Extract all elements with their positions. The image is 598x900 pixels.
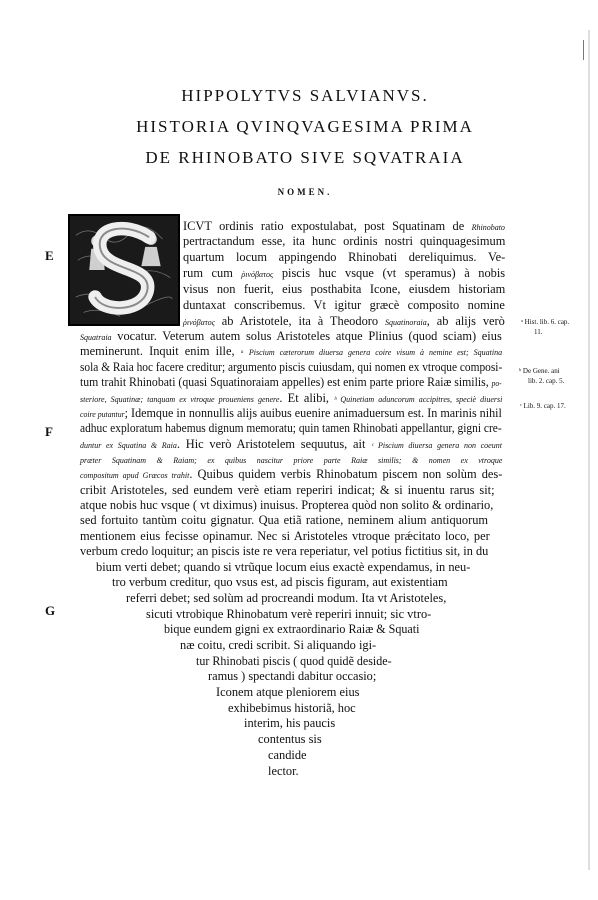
text-segment: ICVT ordinis ratio expostulabat, post Squatinam de — [183, 219, 472, 233]
text-segment: rum cum — [183, 266, 242, 280]
text-line — [80, 544, 488, 558]
chapter-subtitle: DE RHINOBATO SIVE SQVATRAIA — [145, 148, 465, 167]
text-segment: adhuc exploratum habemus dignum memoratu; quin tamen Rhinobati appellantur, gigni cre- — [80, 421, 502, 435]
text-segment: sicuti vtrobique Rhinobatum verè reperiri innuit; sic vtro- — [146, 607, 432, 621]
margin-note-c: ᶜ Lib. 9. cap. 17. — [520, 402, 566, 410]
text-segment: cribit Aristoteles, sed eundem verè etiam reperiri indicat; & si inuentu rarus sit; — [80, 483, 495, 497]
text-line — [80, 452, 502, 468]
text-segment: ; Idemque in nonnullis alijs auibus euenire animaduersum est. In marinis nihil — [124, 406, 502, 420]
text-line — [80, 344, 502, 360]
text-line — [80, 329, 502, 345]
text-segment: piscis huc vsque (vt speramus) à nobis — [273, 266, 506, 280]
running-head: HIPPOLYTVS SALVIANVS. — [181, 86, 429, 105]
italic-citation: ᵃ Piscium cæterorum diuersa genera coire visum à nemine est; Squatina — [240, 348, 503, 357]
italic-citation: Squatinoraia — [384, 318, 427, 327]
text-line — [183, 282, 505, 296]
text-segment: . Et alibi, — [279, 391, 335, 405]
text-segment: . Quibus quidem verbis Rhinobatum piscem non solùm des- — [189, 467, 503, 481]
text-line — [268, 748, 307, 762]
italic-citation: præter Squatinam & Raiam; ex quibus nascitur priore parte Raiæ similis; & nomen ex vtroque — [80, 456, 503, 465]
text-segment: mentionem eius fecisse opinamur. Nec si Aristoteles vtroque prǽcitato loco, per — [80, 529, 490, 543]
italic-citation: coire putantur — [80, 410, 125, 419]
text-line — [258, 732, 322, 746]
margin-note-a: ᵃ Hist. lib. 6. cap. — [521, 318, 570, 326]
margin-letter-f: F — [45, 424, 53, 439]
text-line — [80, 498, 493, 512]
text-line — [80, 483, 495, 497]
text-segment: exhibebimus historiã, hoc — [228, 701, 356, 715]
text-line — [80, 529, 490, 543]
text-line — [80, 437, 502, 453]
text-segment: contentus sis — [258, 732, 322, 746]
woodcut-initial-icon — [70, 216, 178, 324]
text-segment: Iconem atque pleniorem eius — [216, 685, 360, 699]
text-line — [126, 591, 446, 605]
text-segment: sed fortuito tantùm coitu gignatur. Qua etiã ratione, neminem alium antiquorum — [80, 513, 489, 527]
text-line — [180, 638, 376, 652]
italic-citation: compositum apud Græcos trahit — [80, 471, 190, 480]
section-heading: NOMEN. — [277, 187, 333, 197]
text-line — [183, 250, 505, 264]
text-segment: , ab alijs verò — [426, 314, 505, 328]
text-line — [183, 298, 505, 312]
text-line — [183, 234, 505, 248]
text-line — [183, 219, 505, 235]
text-segment: sola & Raia hoc facere creditur; argumento piscis cuiusdam, qui nomen ex vtroque composi- — [80, 360, 503, 374]
text-line — [268, 764, 299, 778]
text-line — [80, 513, 488, 527]
text-segment: duntaxat conscribemus. Vt igitur græcè composito nomine — [183, 298, 505, 312]
text-line — [96, 560, 470, 574]
text-line — [216, 685, 359, 699]
text-segment: bium verti debet; quando si vtrũque locum eius exactè expendamus, in neu- — [96, 560, 471, 574]
text-line — [80, 406, 502, 422]
text-line — [244, 716, 335, 730]
margin-letter-e: E — [45, 248, 54, 263]
text-segment: candide — [268, 748, 307, 762]
text-segment: bique eundem gigni ex extraordinario Raiæ & Squati — [164, 622, 420, 636]
italic-citation: Squatraia — [80, 333, 112, 342]
text-line — [80, 467, 502, 483]
italic-citation: steriore, Squatinæ; tanquam ex vtroque proueniens genere — [80, 395, 280, 404]
text-segment: lector. — [268, 764, 299, 778]
decorated-initial-s — [68, 214, 180, 326]
margin-note-a-cont: 11. — [534, 328, 543, 336]
page-edge-mark — [583, 40, 584, 60]
text-segment: næ coitu, credi scribit. Si aliquando igi- — [180, 638, 377, 652]
text-segment: atque nobis huc vsque ( vt diximus) inuisus. Propterea quòd non solito & ordinario, — [80, 498, 494, 512]
italic-citation: Rhinobato — [471, 223, 505, 232]
text-segment: tum trahit Rhinobati (quasi Squatinoraiam appelles) est enim parte priore Raiæ similis, — [80, 375, 492, 389]
italic-citation: ᵇ Quinetiam aduncorum accipitres, speciè diuersi — [334, 395, 503, 404]
text-segment: referri debet; sed solùm ad procreandi modum. Ita vt Aristoteles, — [126, 591, 447, 605]
text-segment: meminerunt. Inquit enim ille, — [80, 344, 241, 358]
italic-citation: po- — [491, 379, 502, 388]
text-line — [164, 622, 419, 636]
chapter-title: HISTORIA QVINQVAGESIMA PRIMA — [136, 117, 474, 136]
text-line — [80, 375, 502, 391]
text-segment: . Hic verò Aristotelem sequutus, ait — [176, 437, 372, 451]
text-segment: tro verbum creditur, quo vsus est, ad piscis figuram, aut existentiam — [112, 575, 448, 589]
text-line — [146, 607, 431, 621]
text-segment: visus non fuerit, eius posthabita Icone, eiusdem historiam — [183, 282, 506, 296]
text-segment: ramus ) spectandi dabitur occasio; — [208, 669, 377, 683]
italic-citation: ᶜ Piscium diuersa genera non coeunt — [371, 441, 502, 450]
text-line — [80, 360, 502, 374]
text-segment: ab Aristotele, ita à Theodoro — [214, 314, 385, 328]
text-line — [208, 669, 376, 683]
margin-note-b-cont: lib. 2. cap. 5. — [528, 377, 565, 385]
text-segment: interim, his paucis — [244, 716, 336, 730]
text-segment: vocatur. Veterum autem solus Aristoteles atque Plinius (quod sciam) eius — [111, 329, 502, 343]
text-segment: pertractandum esse, ita hunc ordinis nostri quinquagesimum — [183, 234, 506, 248]
text-line — [80, 421, 502, 435]
text-line — [112, 575, 448, 589]
margin-note-b: ᵇ De Gene. ani — [519, 367, 560, 375]
text-line — [183, 266, 505, 282]
italic-citation: duntur ex Squatina & Raia — [80, 441, 177, 450]
italic-citation: ῥινόβατος — [183, 318, 215, 327]
text-line — [80, 391, 502, 407]
text-segment: tur Rhinobati piscis ( quod quidẽ deside- — [196, 654, 392, 668]
text-segment: verbum credo loquitur; an piscis iste re vera reperiatur, vel potius fictitius sit, in du — [80, 544, 489, 558]
text-line — [183, 314, 505, 330]
text-segment: quartum locum appingendo Rhinobati dereliquimus. Ve- — [183, 250, 506, 264]
italic-citation: ῥινόβατος — [241, 270, 274, 279]
page-edge-shadow — [588, 30, 590, 870]
margin-letter-g: G — [45, 603, 56, 618]
text-line — [196, 654, 392, 668]
text-line — [228, 701, 356, 715]
